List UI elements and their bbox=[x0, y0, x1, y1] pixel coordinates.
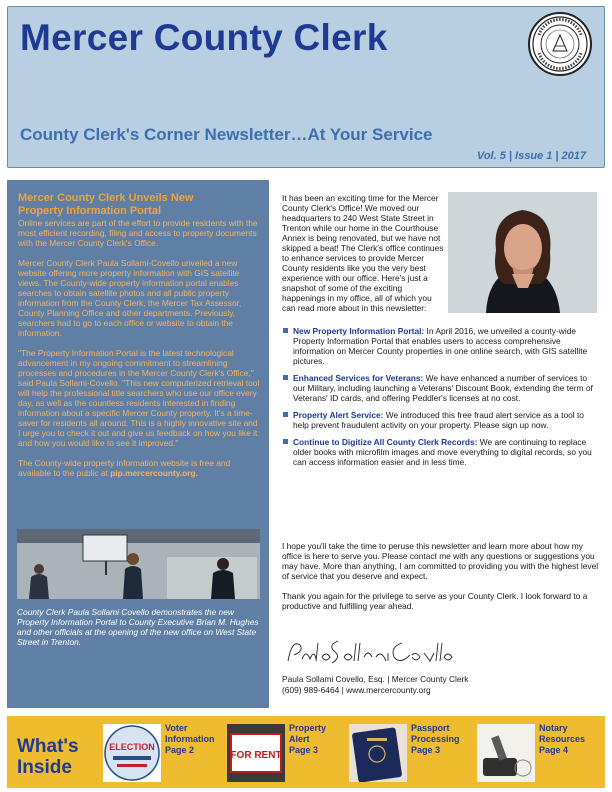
feature-sidebar bbox=[7, 180, 269, 708]
item-line2: Alert bbox=[289, 734, 310, 744]
contact-line: (609) 989-6464 | www.mercercounty.org bbox=[282, 685, 431, 695]
item-line1: Voter bbox=[165, 723, 188, 733]
list-item bbox=[283, 410, 601, 430]
bullet-square-icon bbox=[283, 328, 288, 333]
item-line2: Processing bbox=[411, 734, 460, 744]
for-rent-thumb-text: FOR RENT bbox=[230, 750, 282, 761]
feature-paragraph: Mercer County Clerk Paula Sollami-Covello unveiled a new website offering more property information with GIS satellite views. The County-wide property information portal enables searches to obtain satellite photos and all public property information from the County Clerk, the Mercer Tax Assessor, County Planning Office and other departments. Previously, searchers had to go to each office or website to obtain the information. bbox=[18, 258, 242, 338]
election-thumb-text: ELECTION bbox=[109, 742, 155, 752]
issue-info: Vol. 5 | Issue 1 | 2017 bbox=[476, 150, 586, 162]
bullet-square-icon bbox=[283, 375, 288, 380]
inside-item-label bbox=[411, 723, 473, 756]
item-line1: Passport bbox=[411, 723, 450, 733]
masthead bbox=[7, 6, 605, 168]
item-line2: Resources bbox=[539, 734, 586, 744]
letter-closing bbox=[282, 541, 600, 621]
list-item bbox=[283, 326, 601, 366]
feature-body bbox=[18, 218, 262, 478]
bullet-lead: Continue to Digitize All County Clerk Records: bbox=[293, 437, 478, 447]
closing-paragraph: I hope you'll take the time to peruse this newsletter and learn more about how my office is here to serve you. Please contact me with any questions or suggestions you may have. More than anything, I am committed to providing you with the highest level of service that you deserve and expect. bbox=[282, 541, 599, 581]
election-thumbnail-icon bbox=[103, 724, 161, 782]
whats-inside-heading bbox=[17, 736, 79, 778]
feature-paragraph: Online services are part of the effort to provide residents with the most efficient recording, filing and access to property documents with the Mercer County Clerk's Office. bbox=[18, 218, 258, 248]
list-item bbox=[283, 437, 601, 467]
signature-block bbox=[282, 674, 600, 696]
handwritten-signature bbox=[284, 635, 454, 669]
item-line1: Property bbox=[289, 723, 327, 733]
bullet-square-icon bbox=[283, 412, 288, 417]
item-page: Page 3 bbox=[411, 745, 441, 755]
feature-headline: Mercer County Clerk Unveils New Property Information Portal bbox=[18, 192, 194, 217]
bullet-lead: Enhanced Services for Veterans: bbox=[293, 373, 424, 383]
feature-final-text: The County-wide property information website is free and available to the public at bbox=[18, 458, 231, 478]
county-seal-icon bbox=[528, 12, 592, 76]
item-page: Page 2 bbox=[165, 745, 195, 755]
feature-paragraph: "The Property Information Portal is the latest technological advancement in my ongoing commitment to streamlining processes and procedures in the Mercer County Clerk's Office," said Paula Sollami-Covello. "This new computerized retrieval tool will help the professional title searchers who use our office every day, as well as the countless residents interested in finding information about a specific Mercer County property. It's a time-saver for residents all around. This is a highly innovative site and I urge you to check it out and give us feedback on how you like it and how you would like to see it improved." bbox=[18, 348, 260, 448]
whats-label: What's bbox=[17, 736, 79, 757]
for-rent-thumbnail-icon bbox=[227, 724, 285, 782]
newsletter-title: Mercer County Clerk bbox=[20, 17, 388, 58]
whats-inside-bar bbox=[7, 716, 605, 788]
bullet-square-icon bbox=[283, 439, 288, 444]
photo-caption: County Clerk Paula Sollami Covello demonstrates the new Property Information Portal to County Executive Brian M. Hughes and other officials at the opening of the new office on West State Street in Trenton. bbox=[17, 607, 259, 647]
passport-thumbnail-icon bbox=[349, 724, 407, 782]
bullet-text: In April 2016, we unveiled a county-wide Property Information Portal that enables users to access comprehensive information on Mercer County properties in one online search, with GIS satellite pictures. bbox=[293, 326, 588, 366]
bullet-text: We are continuing to replace older books with microfilm images and move everything to digital records, so you can access information easier and in less time. bbox=[293, 437, 592, 467]
notary-stamp-thumbnail-icon bbox=[477, 724, 535, 782]
newsletter-subtitle: County Clerk's Corner Newsletter…At Your Service bbox=[20, 125, 433, 144]
item-page: Page 3 bbox=[289, 745, 319, 755]
bullet-text: We introduced this free fraud alert service as a tool to help prevent fraudulent activity on your property. Please sign up now. bbox=[293, 410, 584, 430]
highlights-list bbox=[283, 326, 601, 474]
signer-name: Paula Sollami Covello, Esq. | Mercer County Clerk bbox=[282, 674, 469, 684]
inside-label: Inside bbox=[17, 757, 72, 778]
list-item bbox=[283, 373, 601, 403]
item-page: Page 4 bbox=[539, 745, 569, 755]
inside-item-label bbox=[539, 723, 601, 756]
letter-intro: It has been an exciting time for the Mercer County Clerk's Office! We moved our headquarters to 240 West State Street in Trenton while our home in the Courthouse Annex is being renovated, but we have not skipped a beat! The Clerk's office continues to enhance services to provide Mercer County residents like you the very best experience with our office. Here's just a snapshot of some of the exciting happenings in my office, all of which you can read more about in this newsletter: bbox=[282, 193, 444, 313]
inside-item-label bbox=[165, 723, 227, 756]
bullet-lead: Property Alert Service: bbox=[293, 410, 384, 420]
closing-paragraph: Thank you again for the privilege to serve as your County Clerk. I look forward to a productive and fulfilling year ahead. bbox=[282, 591, 588, 611]
bullet-text: We have enhanced a number of services to our Military, including launching a Veterans' Discount Book, extending the term of Veterans' ID cards, and offering Peddler's licenses at no cost. bbox=[293, 373, 593, 403]
item-line2: Information bbox=[165, 734, 215, 744]
item-line1: Notary bbox=[539, 723, 568, 733]
inside-item-label bbox=[289, 723, 351, 756]
clerk-portrait bbox=[448, 192, 597, 313]
feature-paragraph bbox=[18, 458, 262, 478]
event-photo bbox=[17, 529, 260, 599]
bullet-lead: New Property Information Portal: bbox=[293, 326, 425, 336]
portal-link[interactable]: pip.mercercounty.org. bbox=[110, 468, 198, 478]
